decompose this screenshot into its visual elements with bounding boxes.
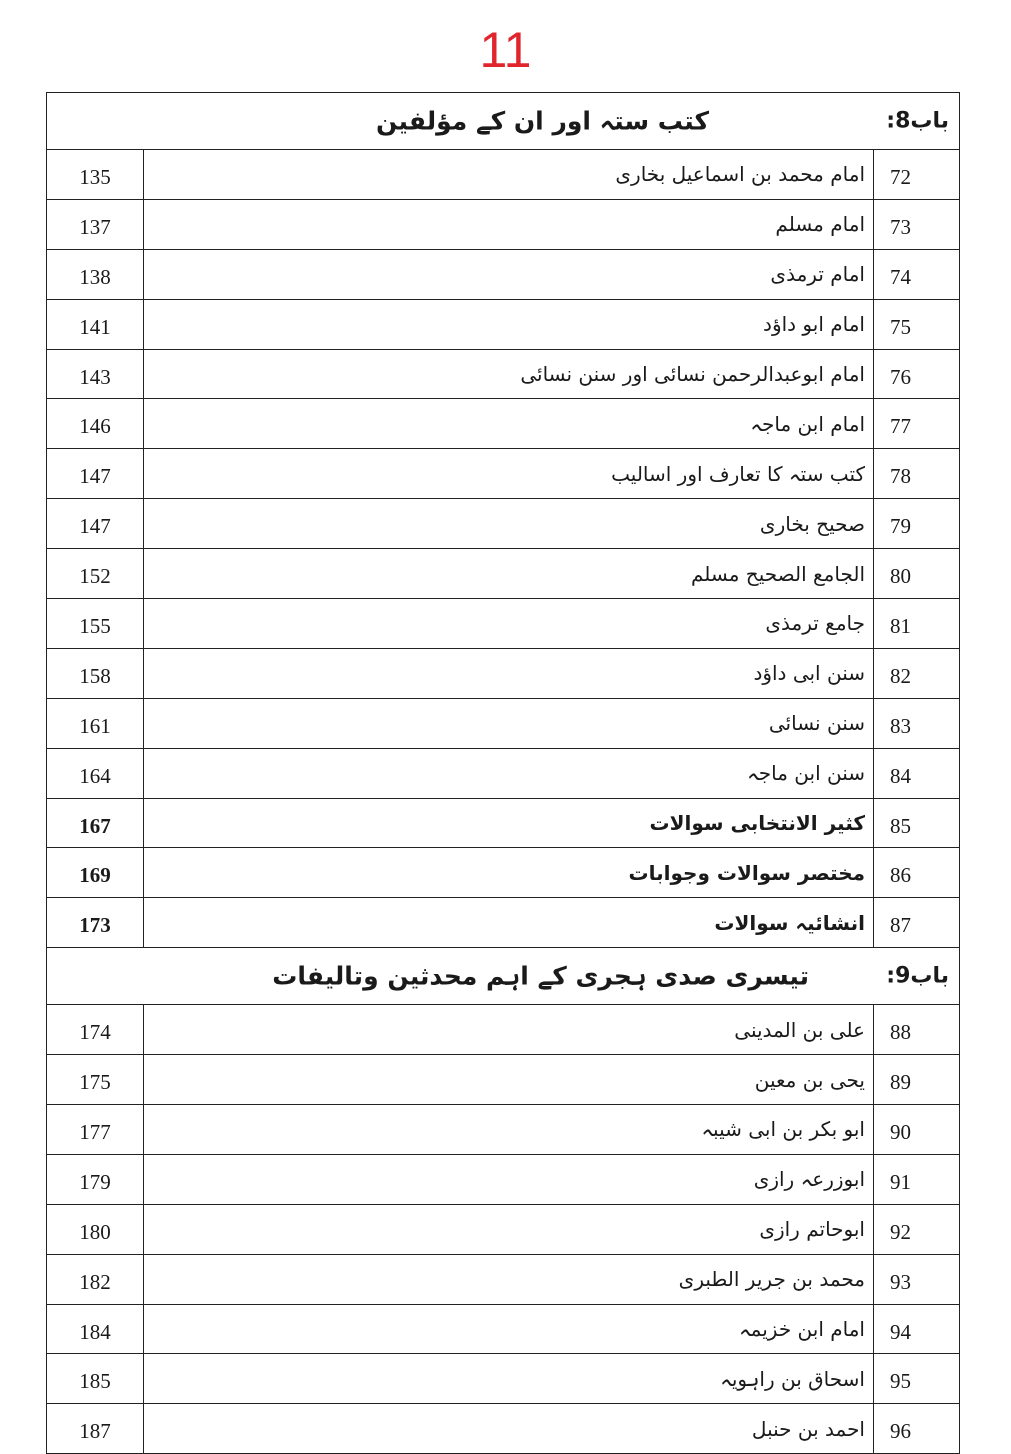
toc-row[interactable] [47,698,960,748]
page-ref: 155 [47,599,144,649]
entry-number: 91 [874,1154,960,1204]
entry-number: 89 [874,1055,960,1105]
toc-row[interactable] [47,1404,960,1454]
entry-number: 80 [874,549,960,599]
toc-row[interactable] [47,1005,960,1055]
toc-row[interactable] [47,599,960,649]
toc-row[interactable] [47,1254,960,1304]
entry-title: مختصر سوالات وجوابات [144,848,874,898]
entry-number: 76 [874,349,960,399]
entry-title: امام ابن ماجہ [144,399,874,449]
entry-number: 95 [874,1354,960,1404]
page-ref: 182 [47,1254,144,1304]
entry-number: 83 [874,698,960,748]
entry-number: 75 [874,299,960,349]
page-ref: 138 [47,249,144,299]
entry-number: 82 [874,648,960,698]
toc-row[interactable] [47,848,960,898]
entry-title: یحی بن معین [144,1055,874,1105]
toc-row[interactable] [47,299,960,349]
entry-number: 92 [874,1204,960,1254]
entry-number: 81 [874,599,960,649]
entry-number: 73 [874,199,960,249]
toc-row[interactable] [47,898,960,948]
entry-title: کتب ستہ کا تعارف اور اسالیب [144,449,874,499]
entry-number: 86 [874,848,960,898]
entry-number: 90 [874,1105,960,1155]
toc-row[interactable] [47,1105,960,1155]
toc-row[interactable] [47,1204,960,1254]
chapter-8-heading-row [47,93,960,150]
entry-title: امام ابو داؤد [144,299,874,349]
entry-number: 84 [874,748,960,798]
entry-title: امام ابن خزیمہ [144,1304,874,1354]
chapter-9-label: باب9: [886,963,950,989]
entry-number: 93 [874,1254,960,1304]
page-ref: 137 [47,199,144,249]
toc-row[interactable] [47,549,960,599]
page-ref: 169 [47,848,144,898]
toc-row[interactable] [47,1304,960,1354]
page-ref: 147 [47,449,144,499]
toc-row[interactable] [47,349,960,399]
page-ref: 146 [47,399,144,449]
chapter-9-heading [47,948,960,1005]
entry-title: اسحاق بن راہویہ [144,1354,874,1404]
toc-row[interactable] [47,1354,960,1404]
entry-number: 74 [874,249,960,299]
entry-number: 85 [874,798,960,848]
entry-number: 96 [874,1404,960,1454]
table-of-contents [46,92,960,1454]
toc-row[interactable] [47,499,960,549]
page-ref: 177 [47,1105,144,1155]
entry-number: 87 [874,898,960,948]
entry-title: کثیر الانتخابی سوالات [144,798,874,848]
page-ref: 173 [47,898,144,948]
entry-title: صحیح بخاری [144,499,874,549]
toc-row[interactable] [47,748,960,798]
entry-title: امام ترمذی [144,249,874,299]
page-ref: 175 [47,1055,144,1105]
page-ref: 185 [47,1354,144,1404]
chapter-9-heading-row [47,948,960,1005]
entry-title: محمد بن جریر الطبری [144,1254,874,1304]
page-ref: 184 [47,1304,144,1354]
entry-title: سنن نسائی [144,698,874,748]
entry-title: ابوحاتم رازی [144,1204,874,1254]
toc-row[interactable] [47,199,960,249]
toc-row[interactable] [47,249,960,299]
page-ref: 187 [47,1404,144,1454]
page-ref: 143 [47,349,144,399]
page-ref: 135 [47,150,144,200]
page-ref: 174 [47,1005,144,1055]
toc-row[interactable] [47,648,960,698]
entry-title: علی بن المدینی [144,1005,874,1055]
entry-number: 72 [874,150,960,200]
entry-number: 79 [874,499,960,549]
entry-title: ابوزرعہ رازی [144,1154,874,1204]
chapter-8-label: باب8: [886,108,950,134]
page-ref: 180 [47,1204,144,1254]
entry-number: 78 [874,449,960,499]
chapter-8-title: کتب ستہ اور ان کے مؤلفین [376,106,710,136]
entry-title: ابو بکر بن ابی شیبہ [144,1105,874,1155]
chapter-8-heading [47,93,960,150]
entry-title: احمد بن حنبل [144,1404,874,1454]
entry-number: 94 [874,1304,960,1354]
entry-title: امام مسلم [144,199,874,249]
entry-title: سنن ابن ماجہ [144,748,874,798]
toc-row[interactable] [47,399,960,449]
entry-title: امام ابوعبدالرحمن نسائی اور سنن نسائی [144,349,874,399]
toc-row[interactable] [47,150,960,200]
entry-title: امام محمد بن اسماعیل بخاری [144,150,874,200]
toc-row[interactable] [47,798,960,848]
chapter-9-title: تیسری صدی ہجری کے اہم محدثین وتالیفات [272,961,810,991]
entry-title: الجامع الصحیح مسلم [144,549,874,599]
page-ref: 147 [47,499,144,549]
toc-row[interactable] [47,449,960,499]
page-number: 11 [479,22,532,78]
entry-title: جامع ترمذی [144,599,874,649]
entry-title: سنن ابی داؤد [144,648,874,698]
page-ref: 161 [47,698,144,748]
entry-number: 88 [874,1005,960,1055]
page-ref: 152 [47,549,144,599]
page-ref: 167 [47,798,144,848]
entry-title: انشائیہ سوالات [144,898,874,948]
page-ref: 164 [47,748,144,798]
page-ref: 158 [47,648,144,698]
toc-row[interactable] [47,1055,960,1105]
page-ref: 179 [47,1154,144,1204]
toc-row[interactable] [47,1154,960,1204]
page-ref: 141 [47,299,144,349]
entry-number: 77 [874,399,960,449]
